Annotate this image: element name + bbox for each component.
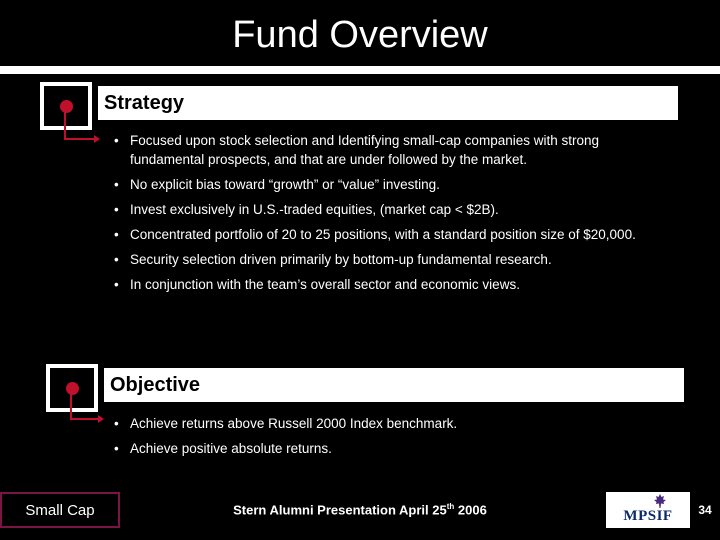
list-item: • Security selection driven primarily by bottom-up fundamental research. xyxy=(112,250,672,269)
footer-fund-label: Small Cap xyxy=(0,492,120,528)
maple-leaf-icon xyxy=(654,494,666,508)
footer-center-year: 2006 xyxy=(454,502,487,518)
list-item: • Concentrated portfolio of 20 to 25 positions, with a standard position size of $20,000. xyxy=(112,225,672,244)
list-item: • Achieve positive absolute returns. xyxy=(112,439,672,458)
strategy-list xyxy=(112,131,672,300)
footer-center-text: Stern Alumni Presentation April 25 xyxy=(233,502,447,518)
mpsif-logo xyxy=(606,492,690,528)
strategy-heading: Strategy xyxy=(98,86,678,120)
list-item: • Achieve returns above Russell 2000 Index benchmark. xyxy=(112,414,672,433)
objective-list xyxy=(112,414,672,464)
list-item: • Invest exclusively in U.S.-traded equities, (market cap < $2B). xyxy=(112,200,672,219)
list-item: • No explicit bias toward “growth” or “value” investing. xyxy=(112,175,672,194)
list-item: • Focused upon stock selection and Identifying small-cap companies with strong fundamental prospects, and that are under followed by the market. xyxy=(112,131,672,169)
strategy-arrow-icon xyxy=(64,110,94,140)
title-divider xyxy=(0,66,720,74)
list-item: • In conjunction with the team’s overall sector and economic views. xyxy=(112,275,672,294)
footer-presentation-title xyxy=(210,502,510,517)
objective-arrow-icon xyxy=(70,392,98,420)
objective-heading: Objective xyxy=(104,368,684,402)
footer-center-sup: th xyxy=(446,502,455,511)
slide-title: Fund Overview xyxy=(232,14,488,56)
page-number: 34 xyxy=(698,503,712,517)
logo-text: MPSIF xyxy=(623,508,673,524)
